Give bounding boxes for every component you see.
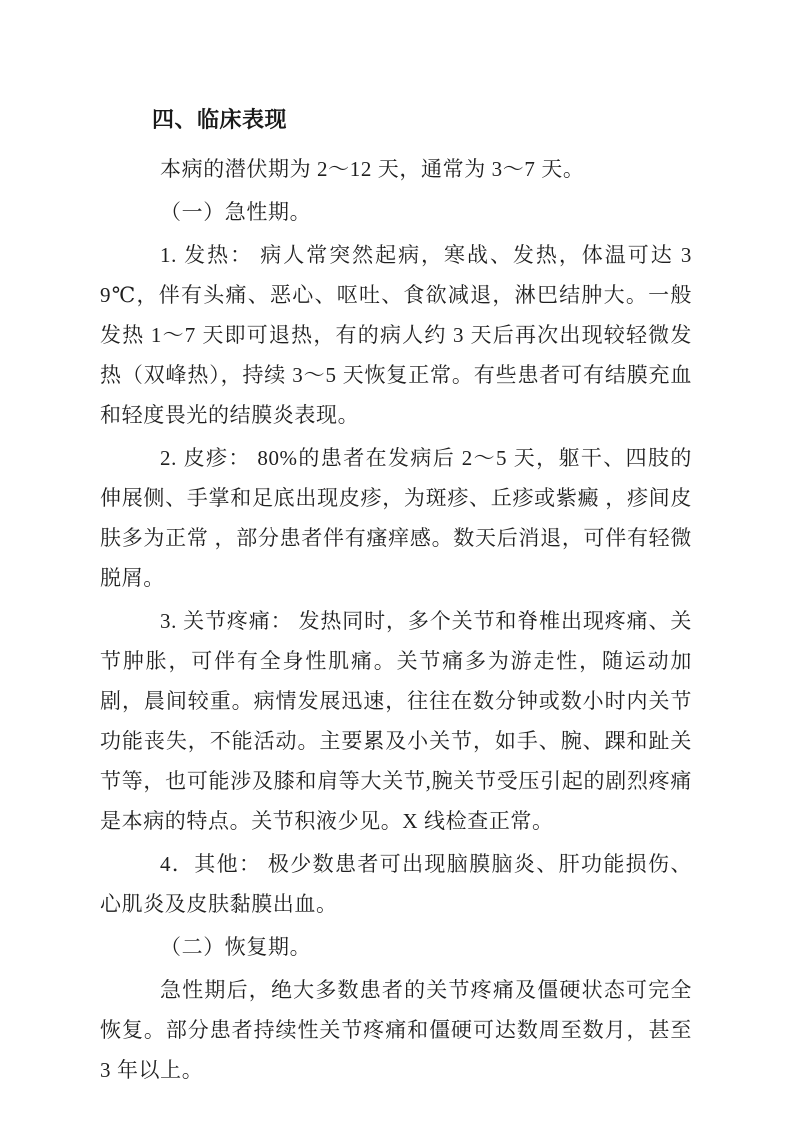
- paragraph-item-other: 4．其他： 极少数患者可出现脑膜脑炎、肝功能损伤、心肌炎及皮肤黏膜出血。: [100, 852, 692, 916]
- paragraph-item-joint-pain: 3. 关节疼痛： 发热同时，多个关节和脊椎出现疼痛、关节肿胀，可伴有全身性肌痛。关节痛多为游走性，随运动加剧，晨间较重。病情发展迅速，往往在数分钟或数小时内关节功能丧失，不能活动。主要累及小关节，如手、腕、踝和趾关节等，也可能涉及膝和肩等大关节,腕关节受压引起的剧烈疼痛是本病的特点。关节积液少见。X 线检查正常。: [100, 609, 692, 833]
- subheading-recovery-phase: （二）恢复期。: [160, 935, 312, 959]
- paragraph-item-fever: 1. 发热： 病人常突然起病，寒战、发热，体温可达 39℃，伴有头痛、恶心、呕吐、食欲减退，淋巴结肿大。一般发热 1～7 天即可退热，有的病人约 3 天后再次出现较轻微发热（双峰热），持续 3～5 天恢复正常。有些患者可有结膜充血和轻度畏光的结膜炎表现。: [100, 243, 692, 427]
- paragraph-item-rash: 2. 皮疹： 80%的患者在发病后 2～5 天，躯干、四肢的伸展侧、手掌和足底出现皮疹，为斑疹、丘疹或紫癜 ，疹间皮肤多为正常 ，部分患者伴有瘙痒感。数天后消退，可伴有轻微脱屑。: [100, 446, 692, 590]
- paragraph-incubation-period: 本病的潜伏期为 2～12 天，通常为 3～7 天。: [160, 157, 585, 181]
- document-content: [100, 100, 692, 1093]
- paragraph-recovery-description: 急性期后，绝大多数患者的关节疼痛及僵硬状态可完全恢复。部分患者持续性关节疼痛和僵硬可达数周至数月，甚至 3 年以上。: [100, 978, 692, 1082]
- subheading-acute-phase: （一）急性期。: [160, 200, 312, 224]
- section-heading-clinical-manifestations: 四、临床表现: [152, 107, 288, 132]
